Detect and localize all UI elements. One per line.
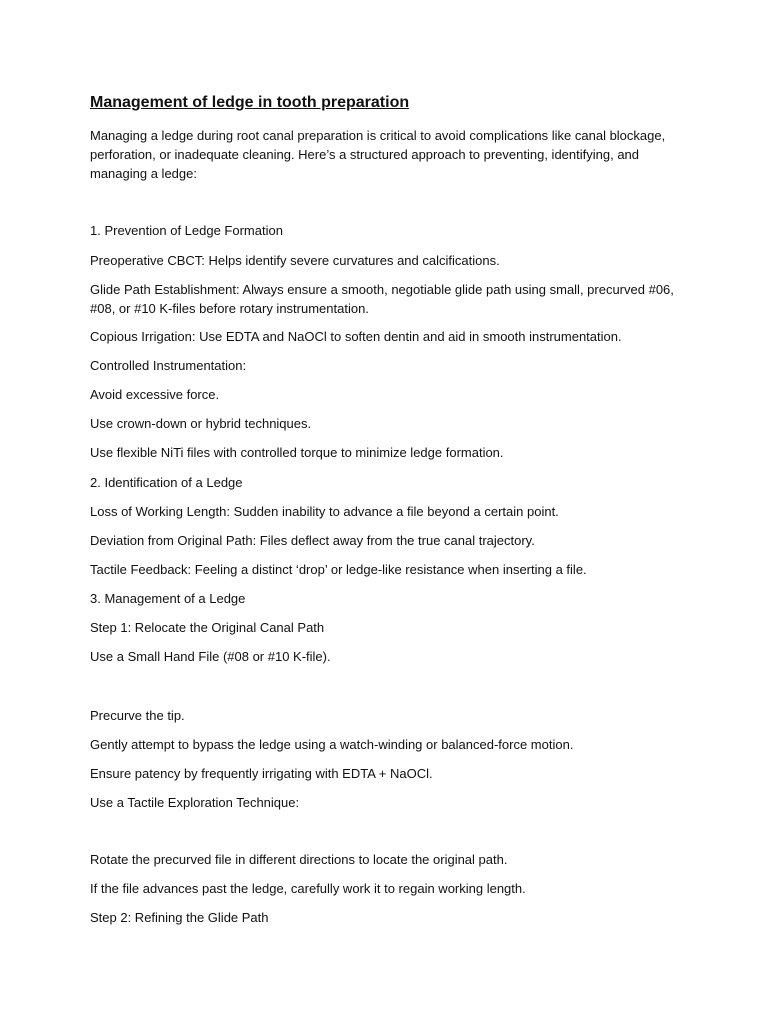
text-line: Loss of Working Length: Sudden inability to advance a file beyond a certain point. bbox=[90, 504, 559, 519]
text-line: Deviation from Original Path: Files deflect away from the true canal trajectory. bbox=[90, 533, 535, 548]
text-line: Controlled Instrumentation: bbox=[90, 358, 247, 373]
text-line: Use flexible NiTi files with controlled torque to minimize ledge formation. bbox=[90, 445, 504, 460]
section-heading-prevention: 1. Prevention of Ledge Formation bbox=[90, 223, 283, 238]
text-line: Gently attempt to bypass the ledge using a watch-winding or balanced-force motion. bbox=[90, 737, 574, 752]
intro-paragraph: Managing a ledge during root canal preparation is critical to avoid complications like canal blockage, perforation, or inadequate cleaning. Here’s a structured approach to preventing, identifying, and managing a ledge: bbox=[90, 128, 666, 181]
text-line: Copious Irrigation: Use EDTA and NaOCl to soften dentin and aid in smooth instrumentation. bbox=[90, 329, 622, 344]
section-heading-management: 3. Management of a Ledge bbox=[90, 591, 246, 606]
text-line: Precurve the tip. bbox=[90, 708, 185, 723]
text-line: Use crown-down or hybrid techniques. bbox=[90, 416, 312, 431]
text-line: Use a Small Hand File (#08 or #10 K-file). bbox=[90, 649, 331, 664]
text-line: Step 1: Relocate the Original Canal Path bbox=[90, 620, 325, 635]
text-line: Ensure patency by frequently irrigating with EDTA + NaOCl. bbox=[90, 766, 433, 781]
document-title: Management of ledge in tooth preparation bbox=[90, 94, 410, 111]
text-line: Step 2: Refining the Glide Path bbox=[90, 910, 269, 925]
text-line: Use a Tactile Exploration Technique: bbox=[90, 795, 300, 810]
text-line: Preoperative CBCT: Helps identify severe curvatures and calcifications. bbox=[90, 253, 500, 268]
section-heading-identification: 2. Identification of a Ledge bbox=[90, 475, 243, 490]
text-line: Rotate the precurved file in different directions to locate the original path. bbox=[90, 852, 508, 867]
text-line: Avoid excessive force. bbox=[90, 387, 220, 402]
text-line: If the file advances past the ledge, carefully work it to regain working length. bbox=[90, 881, 526, 896]
text-line: Tactile Feedback: Feeling a distinct ‘drop’ or ledge-like resistance when inserting a file. bbox=[90, 562, 587, 577]
text-paragraph: Glide Path Establishment: Always ensure a smooth, negotiable glide path using small, precurved #06, #08, or #10 K-files before rotary instrumentation. bbox=[90, 282, 674, 316]
